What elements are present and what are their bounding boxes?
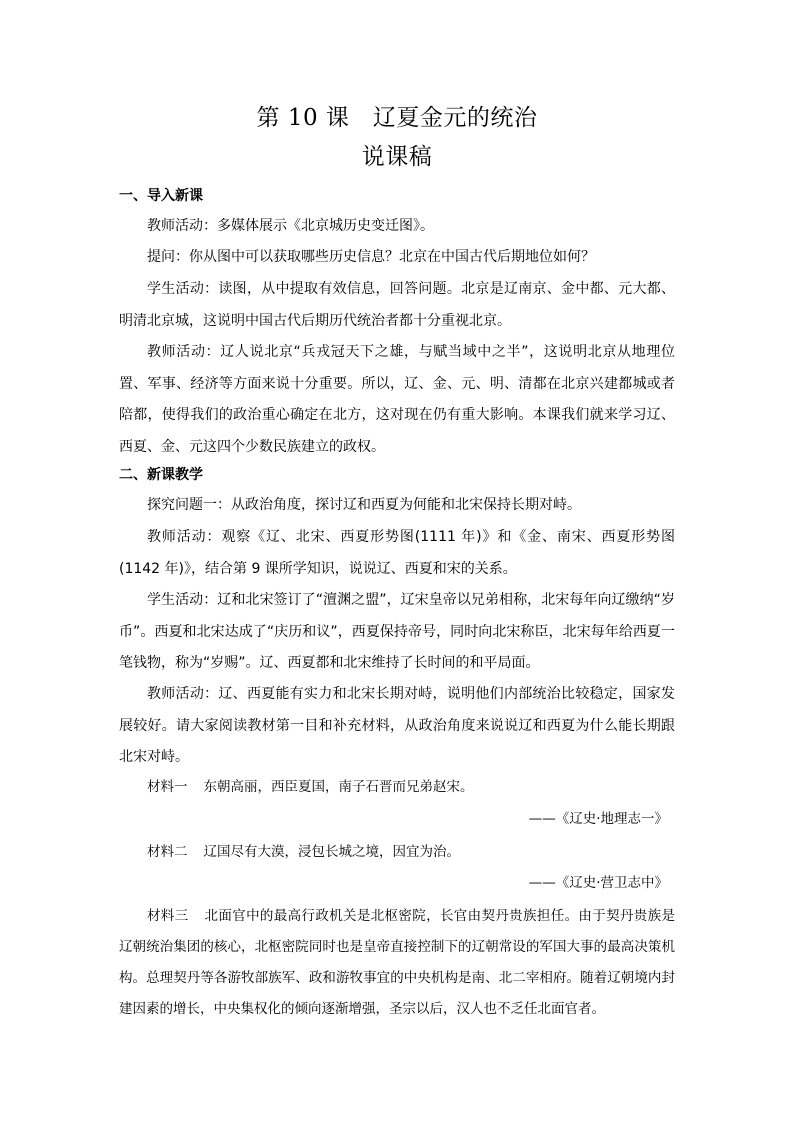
paragraph-teacher-activity-3: 教师活动：观察《辽、北宋、西夏形势图(1111 年)》和《金、南宋、西夏形势图(1142 年)》，结合第 9 课所学知识，说说辽、西夏和宋的关系。 <box>119 529 675 577</box>
document-subtitle: 说课稿 <box>361 144 433 170</box>
paragraph-question: 提问：你从图中可以获取哪些历史信息？北京在中国古代后期地位如何？ <box>147 249 595 265</box>
material-1-text: 东朝高丽，西臣夏国，南子石晋而兄弟赵宋。 <box>203 779 474 795</box>
paragraph-teacher-activity-1: 教师活动：多媒体展示《北京城历史变迁图》。 <box>147 218 434 234</box>
paragraph-student-activity-1: 学生活动：读图，从中提取有效信息，回答问题。北京是辽南京、金中都、元大都、明清北京城，这说明中国古代后期历代统治者都十分重视北京。 <box>119 281 675 329</box>
material-2-source: ——《辽史·营卫志中》 <box>528 875 668 891</box>
material-3-label: 材料三 <box>147 908 189 924</box>
paragraph-student-activity-2: 学生活动：辽和北宋签订了“澶渊之盟”，辽宋皇帝以兄弟相称，北宋每年向辽缴纳“岁币”。西夏和北宋达成了“庆历和议”，西夏保持帝号，同时向北宋称臣，北宋每年给西夏一笔钱物，称为“岁赐”。辽、西夏都和北宋维持了长时间的和平局面。 <box>119 592 675 671</box>
paragraph-teacher-activity-4: 教师活动：辽、西夏能有实力和北宋长期对峙，说明他们内部统治比较稳定，国家发展较好。请大家阅读教材第一目和补充材料，从政治角度来说说辽和西夏为什么能长期跟北宋对峙。 <box>119 686 675 765</box>
material-1-label: 材料一 <box>147 779 188 795</box>
material-2-label: 材料二 <box>147 844 188 860</box>
material-2 <box>147 842 675 862</box>
paragraph-inquiry-1: 探究问题一：从政治角度，探讨辽和西夏为何能和北宋保持长期对峙。 <box>147 497 581 513</box>
material-2-text: 辽国尽有大漠，浸包长城之境，因宜为治。 <box>203 844 460 860</box>
lesson-title: 第 10 课 辽夏金元的统治 <box>256 105 538 131</box>
material-1 <box>147 777 675 797</box>
section-heading-intro: 一、导入新课 <box>119 188 203 204</box>
section-heading-new-lesson: 二、新课教学 <box>119 467 203 483</box>
paragraph-teacher-activity-2: 教师活动：辽人说北京“兵戎冠天下之雄，与赋当域中之半”，这说明北京从地理位置、军事、经济等方面来说十分重要。所以，辽、金、元、明、清都在北京兴建都城或者陪都，使得我们的政治重心确定在北方，这对现在仍有重大影响。本课我们就来学习辽、西夏、金、元这四个少数民族建立的政权。 <box>119 344 675 455</box>
material-3 <box>119 901 675 1025</box>
material-1-source: ——《辽史·地理志一》 <box>528 811 668 827</box>
material-3-text: 北面官中的最高行政机关是北枢密院，长官由契丹贵族担任。由于契丹贵族是辽朝统治集团的核心，北枢密院同时也是皇帝直接控制下的辽朝常设的军国大事的最高决策机构。总理契丹等各游牧部族军、政和游牧事宜的中央机构是南、北二宰相府。随着辽朝境内封建因素的增长，中央集权化的倾向逐渐增强，圣宗以后，汉人也不乏任北面官者。 <box>119 908 676 1017</box>
